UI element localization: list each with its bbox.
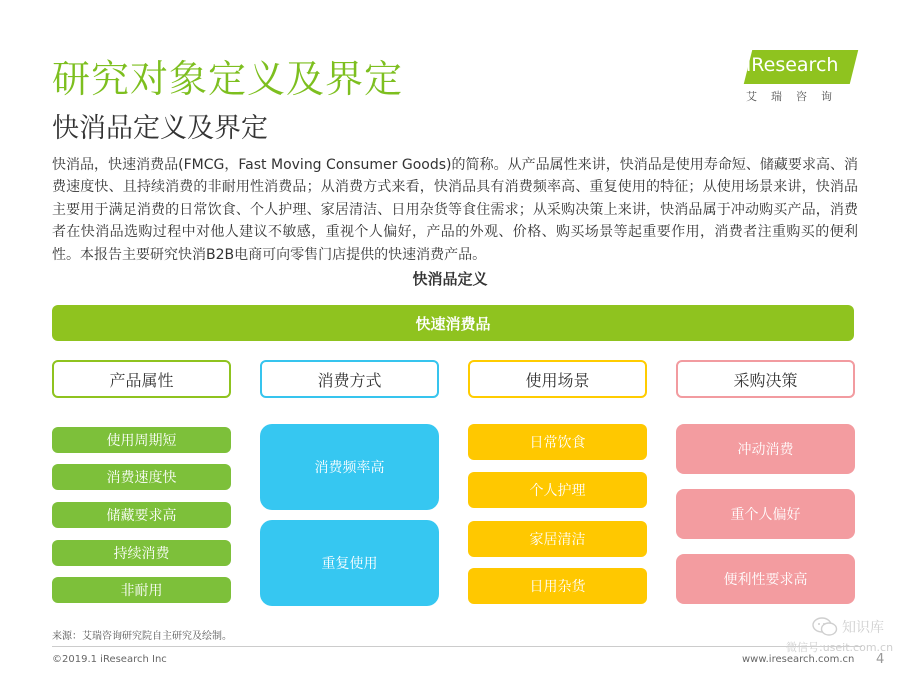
intro-paragraph: 快消品，快速消费品(FMCG，Fast Moving Consumer Goods)的简称。从产品属性来讲，快消品是使用寿命短、储藏要求高、消费速度快、且持续消费的非耐用性消费品；从消费方式来看，快消品具有消费频率高、重复使用的特征；从使用场景来讲，快消品主要用于满足消费的日常饮食、个人护理、家居清洁、日用杂货等食住需求；从采购决策上来讲，快消品属于冲动购买产品，消费者在快消品选购过程中对他人建议不敏感，重视个人偏好，产品的外观、价格、购买场景等起重要作用，消费者注重购买的便利性。本报告主要研究快消B2B电商可向零售门店提供的快速消费产品。 xyxy=(52,157,858,263)
attribute-item: 持续消费 xyxy=(52,540,231,566)
attribute-item: 使用周期短 xyxy=(52,427,231,453)
page-number: 4 xyxy=(876,652,885,667)
watermark-id: 微信号:useit.com.cn xyxy=(786,641,894,654)
category-consumption-mode: 消费方式 xyxy=(260,360,439,398)
copyright: ©2019.1 iResearch Inc xyxy=(52,654,167,665)
source-note: 来源：艾瑞咨询研究院自主研究及绘制。 xyxy=(52,631,232,642)
logo-chinese-name: 艾瑞咨询 xyxy=(746,90,846,103)
watermark-name: 知识库 xyxy=(842,620,884,636)
scenario-item: 日用杂货 xyxy=(468,568,647,604)
decision-item: 重个人偏好 xyxy=(676,489,855,539)
category-usage-scenario: 使用场景 xyxy=(468,360,647,398)
category-purchase-decision: 采购决策 xyxy=(676,360,855,398)
category-product-attribute: 产品属性 xyxy=(52,360,231,398)
decision-item: 便利性要求高 xyxy=(676,554,855,604)
watermark xyxy=(786,615,894,655)
consumption-item: 消费频率高 xyxy=(260,424,439,510)
consumption-item: 重复使用 xyxy=(260,520,439,606)
diagram-title: 快消品定义 xyxy=(412,270,488,288)
page-title: 研究对象定义及界定 xyxy=(52,57,404,101)
footer-divider xyxy=(52,646,862,647)
attribute-item: 储藏要求高 xyxy=(52,502,231,528)
scenario-item: 个人护理 xyxy=(468,472,647,508)
logo-wordmark: iResearch xyxy=(746,54,839,76)
attribute-item: 消费速度快 xyxy=(52,464,231,490)
page-subtitle: 快消品定义及界定 xyxy=(52,113,268,144)
scenario-item: 日常饮食 xyxy=(468,424,647,460)
wechat-icon xyxy=(812,617,838,637)
decision-item: 冲动消费 xyxy=(676,424,855,474)
iresearch-logo xyxy=(742,48,858,104)
fmcg-top-bar: 快速消费品 xyxy=(52,305,854,341)
scenario-item: 家居清洁 xyxy=(468,521,647,557)
attribute-item: 非耐用 xyxy=(52,577,231,603)
website-link[interactable]: www.iresearch.com.cn xyxy=(742,654,855,665)
